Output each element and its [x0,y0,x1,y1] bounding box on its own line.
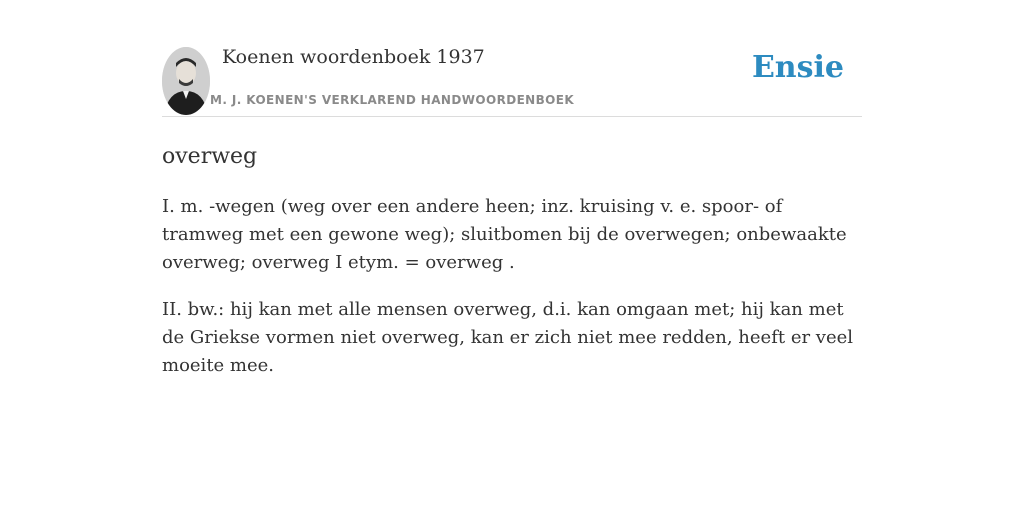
dictionary-header [162,44,862,117]
ensie-logo-link[interactable]: Ensie [751,50,844,85]
definition-paragraph: I. m. -wegen (weg over een andere heen; inz. kruising v. e. spoor- of tramweg met een gewone weg); sluitbomen bij de overwegen; onbewaakte overweg; overweg I etym. = overweg . [162,196,847,273]
dictionary-subtitle: M. J. KOENEN'S VERKLAREND HANDWOORDENBOEK [210,93,575,107]
definition-paragraph: II. bw.: hij kan met alle mensen overweg, d.i. kan omgaan met; hij kan met de Griekse vormen niet overweg, kan er zich niet mee redden, heeft er veel moeite mee. [162,299,854,376]
headword: overweg [162,144,258,169]
entry-card [162,44,862,380]
dictionary-title[interactable]: Koenen woordenboek 1937 [222,46,485,68]
author-portrait [162,47,210,115]
portrait-icon [162,47,210,115]
